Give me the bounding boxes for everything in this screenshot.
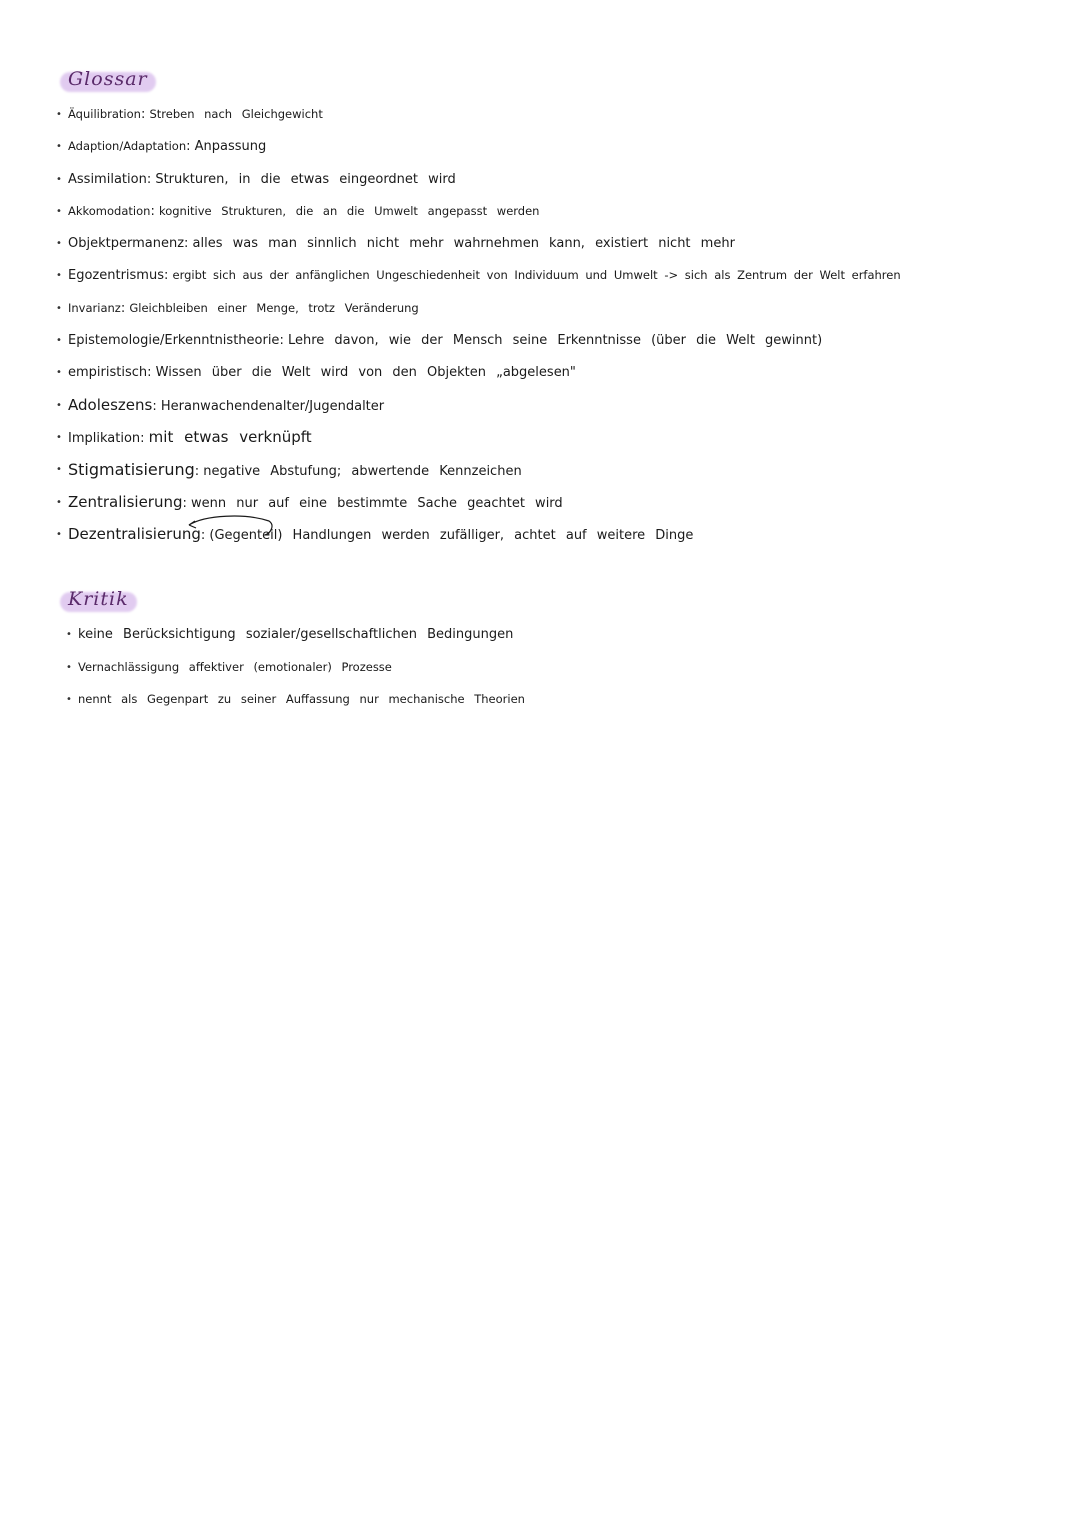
glossar-definition: Strukturen, in die etwas eingeordnet wird bbox=[155, 171, 456, 187]
bullet-icon: • bbox=[56, 205, 62, 217]
glossar-term: Egozentrismus bbox=[68, 268, 164, 284]
kritik-item bbox=[64, 626, 525, 659]
glossar-item: • empiristisch: Wissen über die Welt wird von den Objekten „abgelesen" bbox=[56, 365, 576, 381]
glossar-item: • Adaption/Adaptation: Anpassung bbox=[56, 139, 267, 155]
glossar-term: Adaption/Adaptation bbox=[68, 139, 187, 154]
glossar-term: Akkomodation bbox=[68, 203, 151, 218]
glossar-term: Adoleszens bbox=[68, 395, 153, 414]
glossar-definition: (Gegenteil) Handlungen werden zufälliger, achtet auf weitere Dinge bbox=[209, 527, 694, 543]
glossar-definition: negative Abstufung; abwertende Kennzeichen bbox=[203, 464, 522, 480]
bullet-icon: • bbox=[56, 367, 62, 379]
glossar-definition: ergibt sich aus der anfänglichen Ungeschiedenheit von Individuum und Umwelt -> sich als Zentrum der Welt erfahren bbox=[172, 268, 901, 283]
glossar-definition: Wissen über die Welt wird von den Objekten „abgelesen" bbox=[155, 365, 576, 381]
kritik-text: Vernachlässigung affektiver (emotionaler) Prozesse bbox=[78, 659, 392, 674]
bullet-icon: • bbox=[56, 528, 62, 540]
glossar-definition: mit etwas verknüpft bbox=[148, 427, 312, 446]
glossar-definition: alles was man sinnlich nicht mehr wahrnehmen kann, existiert nicht mehr bbox=[192, 236, 735, 252]
kritik-item bbox=[64, 659, 525, 692]
bullet-icon: • bbox=[56, 238, 62, 250]
glossar-item: • Äquilibration: Streben nach Gleichgewicht bbox=[56, 107, 323, 122]
glossar-item: • Assimilation: Strukturen, in die etwas eingeordnet wird bbox=[56, 171, 456, 187]
gegenteil-arrow-icon bbox=[185, 513, 275, 537]
glossar-definition: wenn nur auf eine bestimmte Sache geachtet wird bbox=[191, 495, 563, 511]
kritik-list bbox=[64, 626, 525, 724]
bullet-icon: • bbox=[56, 431, 62, 443]
bullet-icon: • bbox=[56, 335, 62, 347]
bullet-icon: • bbox=[66, 661, 72, 673]
bullet-icon: • bbox=[56, 464, 62, 476]
glossar-term: Implikation bbox=[68, 430, 141, 446]
glossar-heading: Glossar bbox=[60, 66, 156, 90]
bullet-icon: • bbox=[56, 270, 62, 282]
glossar-term: Dezentralisierung bbox=[68, 524, 201, 543]
glossar-definition: Streben nach Gleichgewicht bbox=[149, 107, 323, 121]
glossar-item: • Epistemologie/Erkenntnistheorie: Lehre davon, wie der Mensch seine Erkenntnisse (über die Welt gewinnt) bbox=[56, 333, 823, 349]
bullet-icon: • bbox=[56, 173, 62, 185]
bullet-icon: • bbox=[56, 141, 62, 153]
bullet-icon: • bbox=[66, 694, 72, 705]
glossar-term: Assimilation bbox=[68, 171, 147, 187]
glossar-item: • Dezentralisierung: (Gegenteil) Handlungen werden zufälliger, achtet auf weitere Dinge bbox=[56, 524, 694, 543]
glossar-definition: Gleichbleiben einer Menge, trotz Veränderung bbox=[129, 300, 419, 315]
glossar-term: Objektpermanenz bbox=[68, 236, 185, 252]
kritik-item bbox=[64, 691, 525, 724]
glossar-item: • Implikation: mit etwas verknüpft bbox=[56, 427, 312, 446]
glossar-term: Äquilibration bbox=[68, 107, 141, 121]
glossar-item: • Egozentrismus: ergibt sich aus der anfänglichen Ungeschiedenheit von Individuum und Umwelt -> sich als Zentrum der Welt erfahren bbox=[56, 268, 901, 284]
glossar-list bbox=[54, 106, 901, 558]
bullet-icon: • bbox=[56, 496, 62, 508]
glossar-item: • Adoleszens: Heranwachendenalter/Jugendalter bbox=[56, 395, 385, 414]
glossar-item: • Akkomodation: kognitive Strukturen, die an die Umwelt angepasst werden bbox=[56, 203, 540, 219]
glossar-item: • Invarianz: Gleichbleiben einer Menge, trotz Veränderung bbox=[56, 300, 419, 316]
kritik-heading: Kritik bbox=[60, 586, 137, 610]
glossar-term: Stigmatisierung bbox=[68, 460, 195, 480]
bullet-icon: • bbox=[56, 109, 62, 120]
glossar-definition: Lehre davon, wie der Mensch seine Erkenntnisse (über die Welt gewinnt) bbox=[287, 333, 823, 349]
glossar-definition: Heranwachendenalter/Jugendalter bbox=[160, 398, 385, 414]
bullet-icon: • bbox=[56, 302, 62, 314]
glossar-term: Zentralisierung bbox=[68, 492, 183, 511]
glossar-item: • Stigmatisierung: negative Abstufung; abwertende Kennzeichen bbox=[56, 460, 522, 480]
glossar-term: empiristisch bbox=[68, 365, 148, 381]
kritik-text: nennt als Gegenpart zu seiner Auffassung nur mechanische Theorien bbox=[78, 692, 525, 706]
glossar-item: • Zentralisierung: wenn nur auf eine bestimmte Sache geachtet wird bbox=[56, 492, 563, 511]
glossar-definition: Anpassung bbox=[194, 139, 267, 155]
glossar-term: Epistemologie/Erkenntnistheorie bbox=[68, 333, 280, 349]
glossar-item: • Objektpermanenz: alles was man sinnlich nicht mehr wahrnehmen kann, existiert nicht mehr bbox=[56, 236, 735, 252]
bullet-icon: • bbox=[66, 629, 72, 640]
glossar-definition: kognitive Strukturen, die an die Umwelt angepasst werden bbox=[158, 203, 540, 218]
bullet-icon: • bbox=[56, 399, 62, 411]
glossar-term: Invarianz bbox=[68, 300, 121, 315]
kritik-text: keine Berücksichtigung sozialer/gesellschaftlichen Bedingungen bbox=[78, 627, 514, 642]
